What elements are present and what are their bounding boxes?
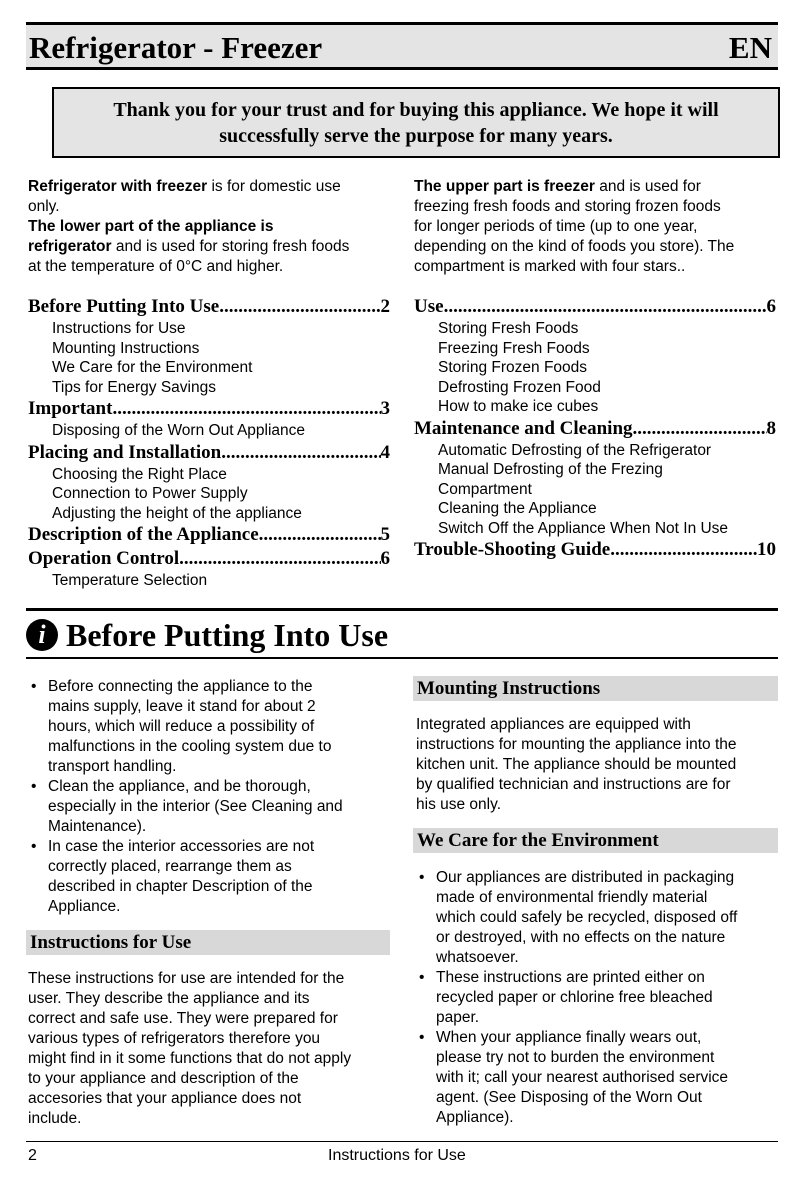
bullet-line: • Before connecting the appliance to the <box>48 678 313 695</box>
bullet-line: with it; call your nearest authorised service <box>436 1069 729 1086</box>
intro-text: and is used for storing fresh foods <box>111 238 350 255</box>
bullet-item <box>28 837 390 917</box>
bullet-line: agent. (See Disposing of the Worn Out <box>436 1089 702 1106</box>
toc-subitem: Disposing of the Worn Out Appliance <box>52 422 306 439</box>
bullet-line: which could safely be recycled, disposed off <box>436 909 738 926</box>
bullet-line: correctly placed, rearrange them as <box>48 858 292 875</box>
intro-left <box>28 177 398 277</box>
toc-entry-title: Use <box>414 296 444 317</box>
toc-subitem: Temperature Selection <box>52 572 208 589</box>
toc-entry-page: 8 <box>766 417 776 439</box>
toc-left <box>28 295 390 591</box>
bullet-line: • In case the interior accessories are not <box>48 838 315 855</box>
toc-subitem: Compartment <box>438 480 532 498</box>
toc-entry-title: Placing and Installation <box>28 441 222 463</box>
section-heading <box>26 613 388 657</box>
intro-bold: The lower part of the appliance is <box>28 218 274 235</box>
environment-bullet-list <box>416 868 778 1128</box>
toc-entry-page: 4 <box>380 441 390 463</box>
text-line: accesories that your appliance does not <box>28 1090 302 1107</box>
toc-entry <box>414 295 776 319</box>
bullet-line: mains supply, leave it stand for about 2 <box>48 698 316 715</box>
bullet-line: please try not to burden the environment <box>436 1049 715 1066</box>
text-line: correct and safe use. They were prepared for <box>28 1010 338 1027</box>
thank-you-line: Thank you for your trust and for buying this appliance. We hope it will <box>113 99 719 121</box>
bullet-line: made of environmental friendly material <box>436 889 708 906</box>
bullet-line: recycled paper or chlorine free bleached <box>436 989 713 1006</box>
text-line: instructions for mounting the appliance into the <box>416 736 737 753</box>
text-line: include. <box>28 1110 82 1127</box>
intro-bold: Refrigerator with freezer <box>28 178 208 195</box>
toc-entry-page: 6 <box>380 548 390 569</box>
environment-heading: We Care for the Environment <box>413 828 778 853</box>
bullet-line: hours, which will reduce a possibility of <box>48 718 315 735</box>
toc-leader <box>179 547 380 571</box>
toc-entry <box>28 397 390 421</box>
toc-subitem: We Care for the Environment <box>52 359 253 376</box>
bullet-line: Appliance). <box>436 1109 514 1126</box>
instructions-heading: Instructions for Use <box>26 930 390 955</box>
mounting-text <box>416 715 778 815</box>
intro-text: only. <box>28 198 60 215</box>
text-line: user. They describe the appliance and its <box>28 990 310 1007</box>
toc-entry-title: Maintenance and Cleaning <box>414 417 633 439</box>
intro-text: is for domestic use <box>207 178 341 195</box>
toc-entry-page: 3 <box>380 398 390 419</box>
toc-subitem: Choosing the Right Place <box>52 465 227 483</box>
toc-subitem: Defrosting Frozen Food <box>438 378 601 396</box>
toc-entry-title: Operation Control <box>28 548 180 569</box>
toc-entry-page: 5 <box>380 524 390 545</box>
text-line: his use only. <box>416 796 502 813</box>
bullet-item <box>416 1028 778 1128</box>
text-line: kitchen unit. The appliance should be mounted <box>416 756 737 773</box>
text-line: Integrated appliances are equipped with <box>416 716 691 733</box>
intro-bullet-list <box>28 677 390 917</box>
toc-entry <box>414 538 776 562</box>
toc-subitem: Switch Off the Appliance When Not In Use <box>438 519 729 537</box>
toc-entry <box>414 417 776 441</box>
text-line: These instructions for use are intended for the <box>28 970 345 987</box>
bullet-line: especially in the interior (See Cleaning and <box>48 798 343 815</box>
bullet-line: Appliance. <box>48 898 121 915</box>
language-code: EN <box>728 30 772 65</box>
text-line: might find in it some functions that do not apply <box>28 1050 352 1067</box>
toc-leader <box>633 417 767 441</box>
bullet-item <box>28 777 390 837</box>
info-icon: i <box>26 619 58 651</box>
bullet-line: transport handling. <box>48 758 177 775</box>
bullet-line: • Our appliances are distributed in packaging <box>436 869 735 886</box>
toc-subitem: Adjusting the height of the appliance <box>52 504 302 522</box>
page-number: 2 <box>28 1147 37 1164</box>
document-title: Refrigerator - Freezer <box>29 30 323 65</box>
toc-entry-page: 2 <box>380 296 390 317</box>
toc-entry <box>28 441 390 465</box>
bullet-line: malfunctions in the cooling system due to <box>48 738 332 755</box>
toc-entry <box>28 523 390 547</box>
intro-right <box>414 177 780 277</box>
toc-subitem: Mounting Instructions <box>52 339 200 357</box>
bullet-line: paper. <box>436 1009 480 1026</box>
text-line: by qualified technician and instructions are for <box>416 776 731 793</box>
bullet-line: Maintenance). <box>48 818 147 835</box>
intro-text: compartment is marked with four stars.. <box>414 258 686 275</box>
toc-leader <box>221 441 380 465</box>
intro-text: and is used for <box>594 178 701 195</box>
toc-entry-title: Before Putting Into Use <box>28 296 220 317</box>
footer-divider <box>26 1141 778 1142</box>
footer-title: Instructions for Use <box>328 1147 466 1164</box>
section-divider <box>26 608 778 611</box>
toc-subitem: Storing Fresh Foods <box>438 320 579 337</box>
toc-entry <box>28 547 390 571</box>
toc-entry-title: Important <box>28 398 113 419</box>
intro-text: at the temperature of 0°C and higher. <box>28 258 284 275</box>
toc-right <box>414 295 776 562</box>
intro-bold: The upper part is freezer <box>414 178 595 195</box>
toc-subitem: Automatic Defrosting of the Refrigerator <box>438 441 712 459</box>
toc-subitem: Instructions for Use <box>52 320 186 337</box>
bullet-line: • When your appliance finally wears out, <box>436 1029 702 1046</box>
page-header <box>26 22 778 70</box>
toc-subitem: Connection to Power Supply <box>52 485 248 502</box>
thank-you-line: successfully serve the purpose for many years. <box>219 125 613 147</box>
toc-subitem: Cleaning the Appliance <box>438 500 597 517</box>
bullet-line: whatsoever. <box>436 949 519 966</box>
toc-entry-title: Description of the Appliance <box>28 524 259 545</box>
toc-subitem: Storing Frozen Foods <box>438 359 588 376</box>
section-title: Before Putting Into Use <box>66 616 389 653</box>
toc-leader <box>259 523 381 547</box>
toc-subitem: Freezing Fresh Foods <box>438 339 590 357</box>
toc-entry-page: 10 <box>757 539 776 560</box>
toc-entry-title: Trouble-Shooting Guide <box>414 539 611 560</box>
toc-subitem: Tips for Energy Savings <box>52 378 216 396</box>
mounting-heading: Mounting Instructions <box>413 676 778 701</box>
text-line: various types of refrigerators therefore you <box>28 1030 321 1047</box>
bullet-item <box>28 677 390 777</box>
bullet-line: or destroyed, with no effects on the nature <box>436 929 726 946</box>
bullet-item <box>416 868 778 968</box>
toc-leader <box>219 295 380 319</box>
thank-you-box <box>52 87 780 158</box>
bullet-line: • These instructions are printed either on <box>436 969 705 986</box>
toc-leader <box>444 295 767 319</box>
bullet-item <box>416 968 778 1028</box>
section-divider <box>26 657 778 659</box>
bullet-line: described in chapter Description of the <box>48 878 313 895</box>
bullet-line: • Clean the appliance, and be thorough, <box>48 778 311 795</box>
toc-leader <box>610 538 757 562</box>
text-line: to your appliance and description of the <box>28 1070 299 1087</box>
intro-bold: refrigerator <box>28 238 112 255</box>
toc-entry-page: 6 <box>766 296 776 317</box>
intro-text: for longer periods of time (up to one year, <box>414 218 698 235</box>
intro-text: freezing fresh foods and storing frozen foods <box>414 198 721 215</box>
toc-subitem: Manual Defrosting of the Frezing <box>438 461 663 478</box>
instructions-text <box>28 969 390 1129</box>
toc-entry <box>28 295 390 319</box>
toc-subitem: How to make ice cubes <box>438 398 599 415</box>
intro-text: depending on the kind of foods you store). The <box>414 238 735 255</box>
toc-leader <box>112 397 380 421</box>
